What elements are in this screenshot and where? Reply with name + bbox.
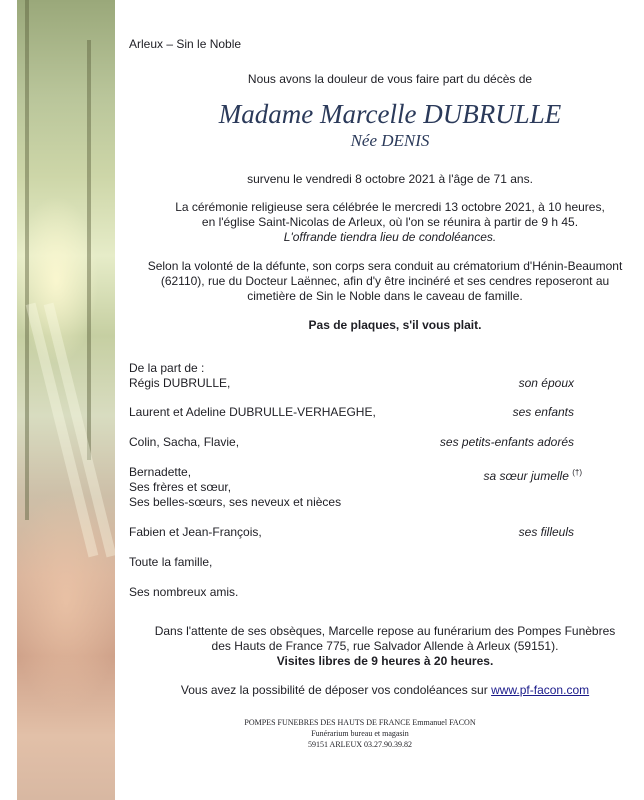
family-member-relation: ses petits-enfants adorés <box>439 435 574 449</box>
footer-services: Funérarium bureau et magasin <box>311 729 409 738</box>
location-header: Arleux – Sin le Noble <box>129 37 242 51</box>
condolences-line <box>130 683 640 698</box>
family-member-name: Ses nombreux amis. <box>129 585 239 599</box>
repose-line-1: Dans l'attente de ses obsèques, Marcelle repose au funérarium des Pompes Funèbres <box>154 624 616 638</box>
family-member-name: Laurent et Adeline DUBRULLE-VERHAEGHE, <box>129 405 376 419</box>
wishes-line-3: cimetière de Sin le Noble dans le caveau de famille. <box>247 289 523 303</box>
family-member-relation: son époux <box>518 376 574 390</box>
maiden-name: Née DENIS <box>350 131 430 150</box>
family-member-relation <box>484 465 582 484</box>
family-member-relation: ses filleuls <box>518 525 574 539</box>
ceremony-line-1: La cérémonie religieuse sera célébrée le mercredi 13 octobre 2021, à 10 heures, <box>175 200 605 214</box>
visiting-hours: Visites libres de 9 heures à 20 heures. <box>276 654 494 668</box>
repose-line-2: des Hauts de France 775, rue Salvador Allende à Arleux (59151). <box>211 639 559 653</box>
intro-text: Nous avons la douleur de vous faire part du décès de <box>247 72 533 86</box>
family-member-relation: ses enfants <box>512 405 574 419</box>
forest-path-photo <box>17 0 115 800</box>
no-plaques-notice: Pas de plaques, s'il vous plait. <box>308 318 482 332</box>
condolences-text: Vous avez la possibilité de déposer vos condoléances sur <box>180 683 488 697</box>
ceremony-line-2: en l'église Saint-Nicolas de Arleux, où l'on se réunira à partir de 9 h 45. <box>201 215 579 229</box>
family-member-name: Colin, Sacha, Flavie, <box>129 435 240 449</box>
condolences-link[interactable]: www.pf-facon.com <box>491 683 590 697</box>
footer-company: POMPES FUNEBRES DES HAUTS DE FRANCE Emmanuel FACON <box>244 718 476 727</box>
family-member-name: Toute la famille, <box>129 555 213 569</box>
ceremony-line-3: L'offrande tiendra lieu de condoléances. <box>283 230 497 244</box>
footer-contact: 59151 ARLEUX 03.27.90.39.82 <box>308 740 412 749</box>
family-member-name: Régis DUBRULLE, <box>129 376 231 390</box>
wishes-line-2: (62110), rue du Docteur Laënnec, afin d'y être incinéré et ses cendres reposeront au <box>160 274 610 288</box>
relation-text: sa sœur jumelle <box>483 469 569 483</box>
deceased-mark: (†) <box>572 468 582 477</box>
family-member-name: Ses belles-sœurs, ses neveux et nièces <box>129 495 342 509</box>
family-member-name: Bernadette, <box>129 465 192 479</box>
death-date-line: survenu le vendredi 8 octobre 2021 à l'âge de 71 ans. <box>247 172 533 186</box>
wishes-line-1: Selon la volonté de la défunte, son corps sera conduit au crématorium d'Hénin-Beaumont <box>147 259 623 273</box>
deceased-name: Madame Marcelle DUBRULLE <box>218 99 562 129</box>
family-member-name: Fabien et Jean-François, <box>129 525 262 539</box>
family-member-name: Ses frères et sœur, <box>129 480 232 494</box>
family-intro: De la part de : <box>129 361 205 375</box>
